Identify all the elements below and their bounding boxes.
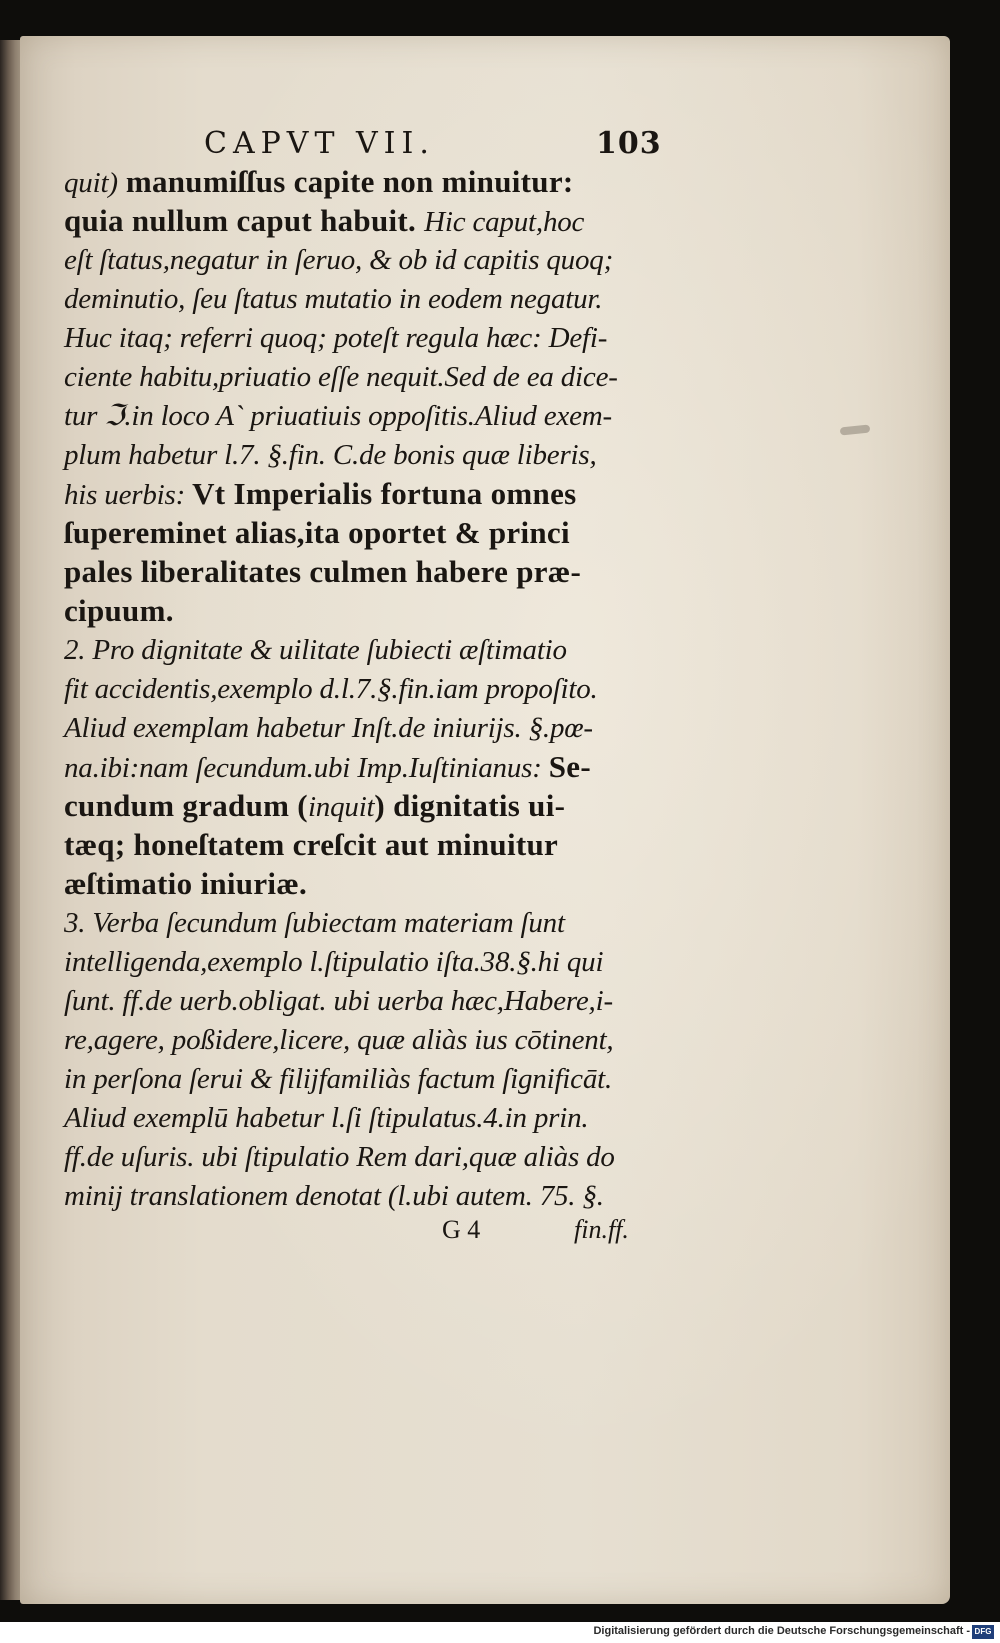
roman-text-segment: quia nullum caput habuit. [64,203,425,238]
text-line [64,669,664,708]
italic-text-segment: Huc itaq; referri quoq; poteſt regula hæc: Defi- [64,322,608,354]
text-line [64,1137,664,1176]
roman-text-segment: Se- [548,749,591,784]
roman-text-segment: cipuum. [64,593,174,628]
roman-text-segment: Vt Imperialis fortuna omnes [192,476,577,511]
text-line [64,1020,664,1059]
dfg-logo-icon: DFG [972,1625,994,1639]
italic-text-segment: na.ibi:nam ſecundum.ubi Imp.Iuſtinianus: [64,752,549,784]
body-text [64,162,664,1215]
text-line [64,981,664,1020]
running-title: CAPVT VII. [204,126,435,161]
text-line [64,903,664,942]
running-head [64,126,664,162]
text-line [64,1176,664,1215]
text-line [64,1059,664,1098]
italic-text-segment: 3. Verba ſecundum ſubiectam materiam ſunt [64,907,565,939]
italic-text-segment: plum habetur l.7. §.fin. C.de bonis quæ liberis, [64,439,597,471]
italic-text-segment: ciente habitu,priuatio eſſe nequit.Sed de ea dice- [64,361,618,393]
book-page [20,36,950,1604]
text-line [64,240,664,279]
text-line [64,942,664,981]
italic-text-segment: Aliud exemplū habetur l.ſi ſtipulatus.4.in prin. [64,1102,589,1134]
italic-text-segment: re,agere, poßidere,licere, quæ aliàs ius cōtinent, [64,1024,614,1056]
page-text-block [64,126,664,1255]
roman-text-segment: ) dignitatis ui- [374,788,566,823]
digitization-footer [0,1622,1000,1643]
italic-text-segment: inquit [307,791,375,823]
italic-text-segment: fit accidentis,exemplo d.l.7.§.fin.iam propoſito. [64,673,598,705]
text-line [64,552,664,591]
italic-text-segment: Hic caput,hoc [424,206,585,238]
italic-text-segment: tur ℑ.in loco A` priuatiuis oppoſitis.Aliud exem- [64,400,612,432]
page-fold-mark [840,424,871,435]
roman-text-segment: tæq; honeſtatem creſcit aut minuitur [64,827,559,862]
text-line [64,825,664,864]
italic-text-segment: quit) [64,167,118,199]
text-line [64,747,664,786]
italic-text-segment: eſt ſtatus,negatur in ſeruo, & ob id capitis quoq; [64,244,614,276]
italic-text-segment: 2. Pro dignitate & uilitate ſubiecti æſtimatio [64,634,567,666]
text-line [64,708,664,747]
italic-text-segment: minij translationem denotat (l.ubi autem. 75. §. [64,1180,604,1212]
italic-text-segment: ff.de uſuris. ubi ſtipulatio Rem dari,quæ aliàs do [64,1141,615,1173]
roman-text-segment: cundum gradum ( [64,788,308,823]
page-number: 103 [596,126,662,161]
roman-text-segment: ſupereminet alias,ita oportet & princi [64,515,570,550]
roman-text-segment: æſtimatio iniuriæ. [64,866,308,901]
text-line [64,786,664,825]
roman-text-segment: manumiſſus capite non minuitur: [117,164,574,199]
text-line [64,591,664,630]
book-binding-edge [0,40,22,1600]
italic-text-segment: his uerbis: [64,479,193,511]
italic-text-segment: ſunt. ff.de uerb.obligat. ubi uerba hæc,Habere,i- [64,985,613,1017]
catchword: fin.ff. [574,1215,629,1244]
funding-notice: Digitalisierung gefördert durch die Deutsche Forschungsgemeinschaft - [593,1625,970,1637]
italic-text-segment: intelligenda,exemplo l.ſtipulatio iſta.38.§.hi qui [64,946,604,978]
italic-text-segment: in perſona ſerui & filijfamiliàs factum ſignificāt. [64,1063,613,1095]
text-line [64,864,664,903]
italic-text-segment: Aliud exemplam habetur Inſt.de iniurijs. §.pœ- [64,712,593,744]
text-line [64,162,664,201]
text-line [64,474,664,513]
text-line [64,630,664,669]
signature-mark: G 4 [442,1215,481,1244]
text-line [64,1098,664,1137]
text-line [64,435,664,474]
text-line [64,513,664,552]
text-line [64,201,664,240]
text-line [64,357,664,396]
roman-text-segment: pales liberalitates culmen habere præ- [64,554,582,589]
italic-text-segment: deminutio, ſeu ſtatus mutatio in eodem negatur. [64,283,603,315]
text-line [64,396,664,435]
page-footer-marks [64,1215,664,1255]
text-line [64,318,664,357]
text-line [64,279,664,318]
